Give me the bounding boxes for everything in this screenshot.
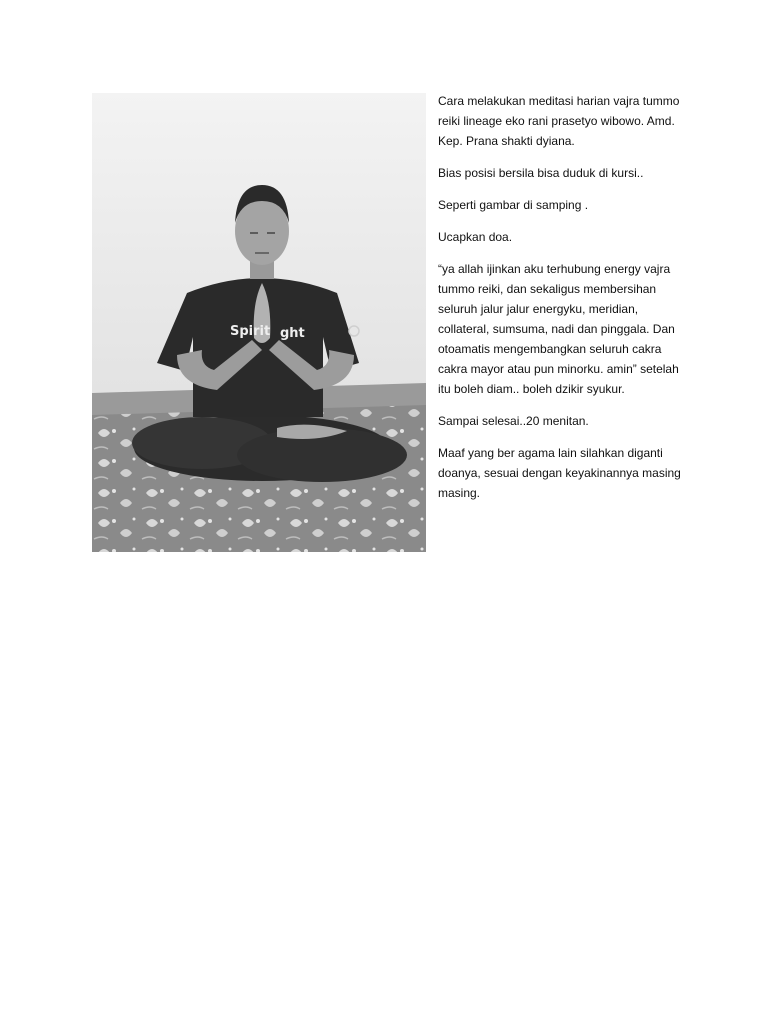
prayer-paragraph: “ya allah ijinkan aku terhubung energy vajra tummo reiki, dan sekaligus membersihan seluruh jalur jalur energyku, meridian, collateral, sumsuma, nadi dan pinggala. Dan otoamatis mengembangkan seluruh cakra cakra mayor atau pun minorku. amin” setelah itu boleh diam.. boleh dzikir syukur. bbox=[438, 262, 679, 396]
shirt-text-right: ght bbox=[280, 326, 305, 341]
duration-paragraph: Sampai selesai..20 menitan. bbox=[438, 414, 589, 428]
intro-paragraph: Cara melakukan meditasi harian vajra tummo reiki lineage eko rani prasetyo wibowo. Amd. Kep. Prana shakti dyiana. bbox=[438, 94, 680, 148]
other-religion-paragraph: Maaf yang ber agama lain silahkan diganti doanya, sesuai dengan keyakinannya masing masing. bbox=[438, 446, 681, 500]
see-image-paragraph: Seperti gambar di samping . bbox=[438, 198, 589, 212]
instruction-text bbox=[438, 93, 688, 515]
pray-paragraph: Ucapkan doa. bbox=[438, 230, 513, 244]
meditation-photo bbox=[92, 93, 426, 552]
posture-paragraph: Bias posisi bersila bisa duduk di kursi.. bbox=[438, 166, 644, 180]
shirt-text-left: Spirit bbox=[230, 324, 271, 339]
